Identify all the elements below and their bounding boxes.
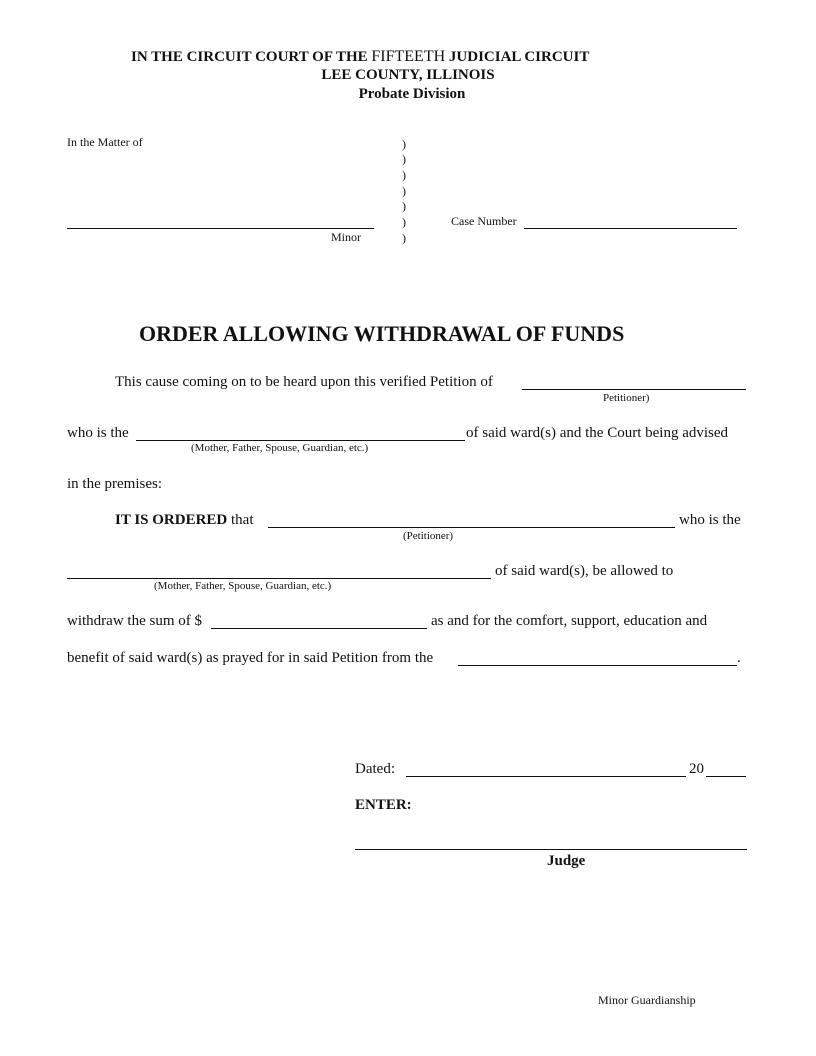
case-number-label: Case Number bbox=[451, 214, 517, 228]
caption-paren: ) bbox=[402, 231, 406, 245]
court-header-text: JUDICIAL CIRCUIT bbox=[448, 49, 590, 65]
court-header-text: IN THE CIRCUIT COURT OF THE bbox=[131, 49, 368, 65]
account-source-field[interactable] bbox=[458, 665, 737, 666]
caption-paren: ) bbox=[402, 184, 406, 198]
county-line: LEE COUNTY, ILLINOIS bbox=[321, 67, 495, 83]
premises-text: in the premises: bbox=[67, 476, 162, 492]
relationship-field[interactable] bbox=[136, 440, 465, 441]
date-field[interactable] bbox=[406, 776, 686, 777]
division-line: Probate Division bbox=[358, 86, 466, 102]
petitioner-caption: Petitioner) bbox=[603, 392, 650, 404]
period: . bbox=[737, 650, 741, 666]
dated-label: Dated: bbox=[355, 761, 395, 777]
court-advised-text: of said ward(s) and the Court being advised bbox=[466, 425, 729, 441]
footer-form-name: Minor Guardianship bbox=[598, 993, 696, 1007]
caption-paren: ) bbox=[402, 215, 406, 229]
judge-label: Judge bbox=[547, 853, 586, 869]
amount-field[interactable] bbox=[211, 628, 427, 629]
court-header-line1 bbox=[131, 48, 589, 66]
relationship-field-2[interactable] bbox=[67, 578, 491, 579]
comfort-support-text: as and for the comfort, support, education and bbox=[431, 613, 708, 629]
caption-paren: ) bbox=[402, 168, 406, 182]
allowed-text: of said ward(s), be allowed to bbox=[495, 563, 674, 579]
that-text: that bbox=[231, 512, 254, 528]
circuit-name: FIFTEETH bbox=[371, 48, 446, 65]
minor-label: Minor bbox=[331, 230, 361, 244]
document-title: ORDER ALLOWING WITHDRAWAL OF FUNDS bbox=[139, 321, 625, 346]
petitioner-name-field[interactable] bbox=[522, 389, 746, 390]
who-is-the-text-2: who is the bbox=[679, 512, 741, 528]
case-number-field[interactable] bbox=[524, 228, 737, 229]
withdraw-sum-text: withdraw the sum of $ bbox=[67, 613, 202, 629]
who-is-the-text: who is the bbox=[67, 425, 129, 441]
caption-paren: ) bbox=[402, 137, 406, 151]
year-field[interactable] bbox=[706, 776, 746, 777]
in-the-matter-label: In the Matter of bbox=[67, 135, 143, 149]
ordered-petitioner-field[interactable] bbox=[268, 527, 675, 528]
year-prefix: 20 bbox=[689, 761, 704, 777]
caption-paren: ) bbox=[402, 199, 406, 213]
judge-signature-line[interactable] bbox=[355, 849, 747, 850]
ordered-clause bbox=[115, 512, 254, 529]
ordered-heading: IT IS ORDERED bbox=[115, 512, 228, 528]
petitioner-caption-2: (Petitioner) bbox=[403, 530, 454, 542]
enter-label: ENTER: bbox=[355, 797, 412, 813]
minor-name-field[interactable] bbox=[67, 228, 374, 229]
caption-paren: ) bbox=[402, 152, 406, 166]
relationship-caption-2: (Mother, Father, Spouse, Guardian, etc.) bbox=[154, 580, 332, 592]
petition-intro-text: This cause coming on to be heard upon this verified Petition of bbox=[115, 374, 493, 390]
relationship-caption: (Mother, Father, Spouse, Guardian, etc.) bbox=[191, 442, 369, 454]
benefit-text: benefit of said ward(s) as prayed for in said Petition from the bbox=[67, 650, 434, 666]
